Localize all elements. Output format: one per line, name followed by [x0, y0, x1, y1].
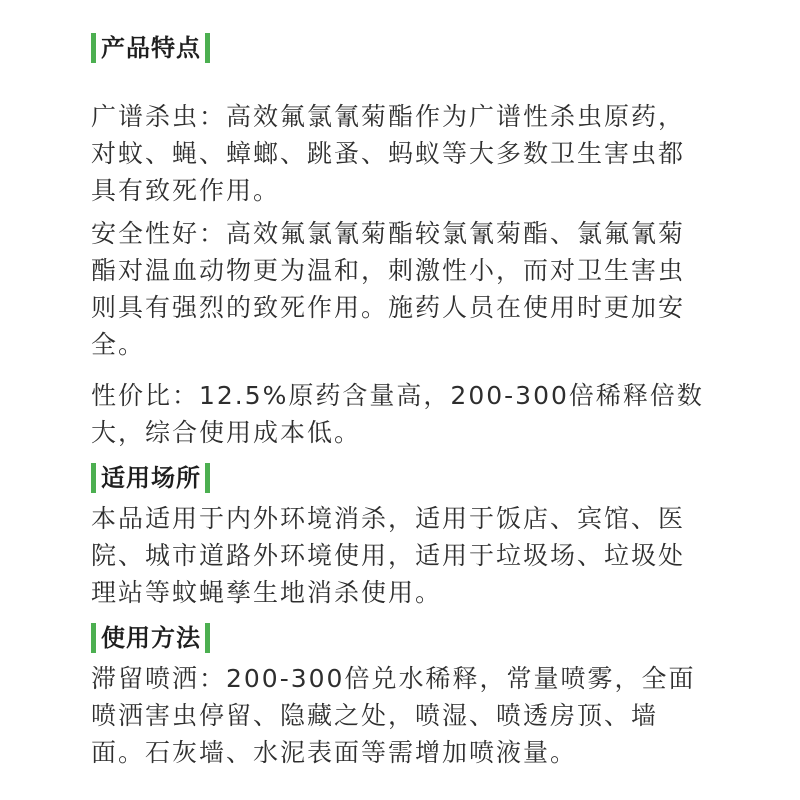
section-heading-usage — [91, 621, 210, 655]
paragraph-line: 滞留喷洒：200-300倍兑水稀释，常量喷雾，全面 — [91, 664, 696, 693]
paragraph-usage — [91, 660, 731, 771]
heading-accent-bar — [205, 33, 210, 63]
heading-accent-bar — [205, 623, 210, 653]
heading-text: 产品特点 — [101, 34, 201, 62]
paragraph-line: 院、城市道路外环境使用，适用于垃圾场、垃圾处 — [91, 541, 686, 570]
paragraph-line: 酯对温血动物更为温和，刺激性小，而对卫生害虫 — [91, 256, 686, 285]
paragraph-line: 理站等蚊蝇孳生地消杀使用。 — [91, 578, 443, 607]
paragraph-line: 本品适用于内外环境消杀，适用于饭店、宾馆、医 — [91, 504, 686, 533]
paragraph-line: 全。 — [91, 330, 146, 359]
paragraph-value — [91, 377, 731, 451]
heading-text: 使用方法 — [101, 624, 201, 652]
heading-accent-bar — [205, 463, 210, 493]
section-heading-places — [91, 461, 210, 495]
paragraph-line: 对蚊、蝇、蟑螂、跳蚤、蚂蚁等大多数卫生害虫都 — [91, 139, 686, 168]
heading-text: 适用场所 — [101, 464, 201, 492]
paragraph-safety — [91, 215, 731, 363]
paragraph-line: 具有致死作用。 — [91, 176, 281, 205]
paragraph-line: 性价比：12.5%原药含量高，200-300倍稀释倍数 — [91, 381, 704, 410]
paragraph-places — [91, 500, 731, 611]
paragraph-line: 大，综合使用成本低。 — [91, 418, 362, 447]
paragraph-line: 安全性好：高效氟氯氰菊酯较氯氰菊酯、氯氟氰菊 — [91, 219, 686, 248]
paragraph-line: 广谱杀虫：高效氟氯氰菊酯作为广谱性杀虫原药， — [91, 102, 686, 131]
paragraph-line: 面。石灰墙、水泥表面等需增加喷液量。 — [91, 738, 578, 767]
paragraph-line: 喷洒害虫停留、隐藏之处，喷湿、喷透房顶、墙 — [91, 701, 659, 730]
paragraph-line: 则具有强烈的致死作用。施药人员在使用时更加安 — [91, 293, 686, 322]
section-heading-features — [91, 31, 210, 65]
paragraph-broad-spectrum — [91, 98, 731, 209]
